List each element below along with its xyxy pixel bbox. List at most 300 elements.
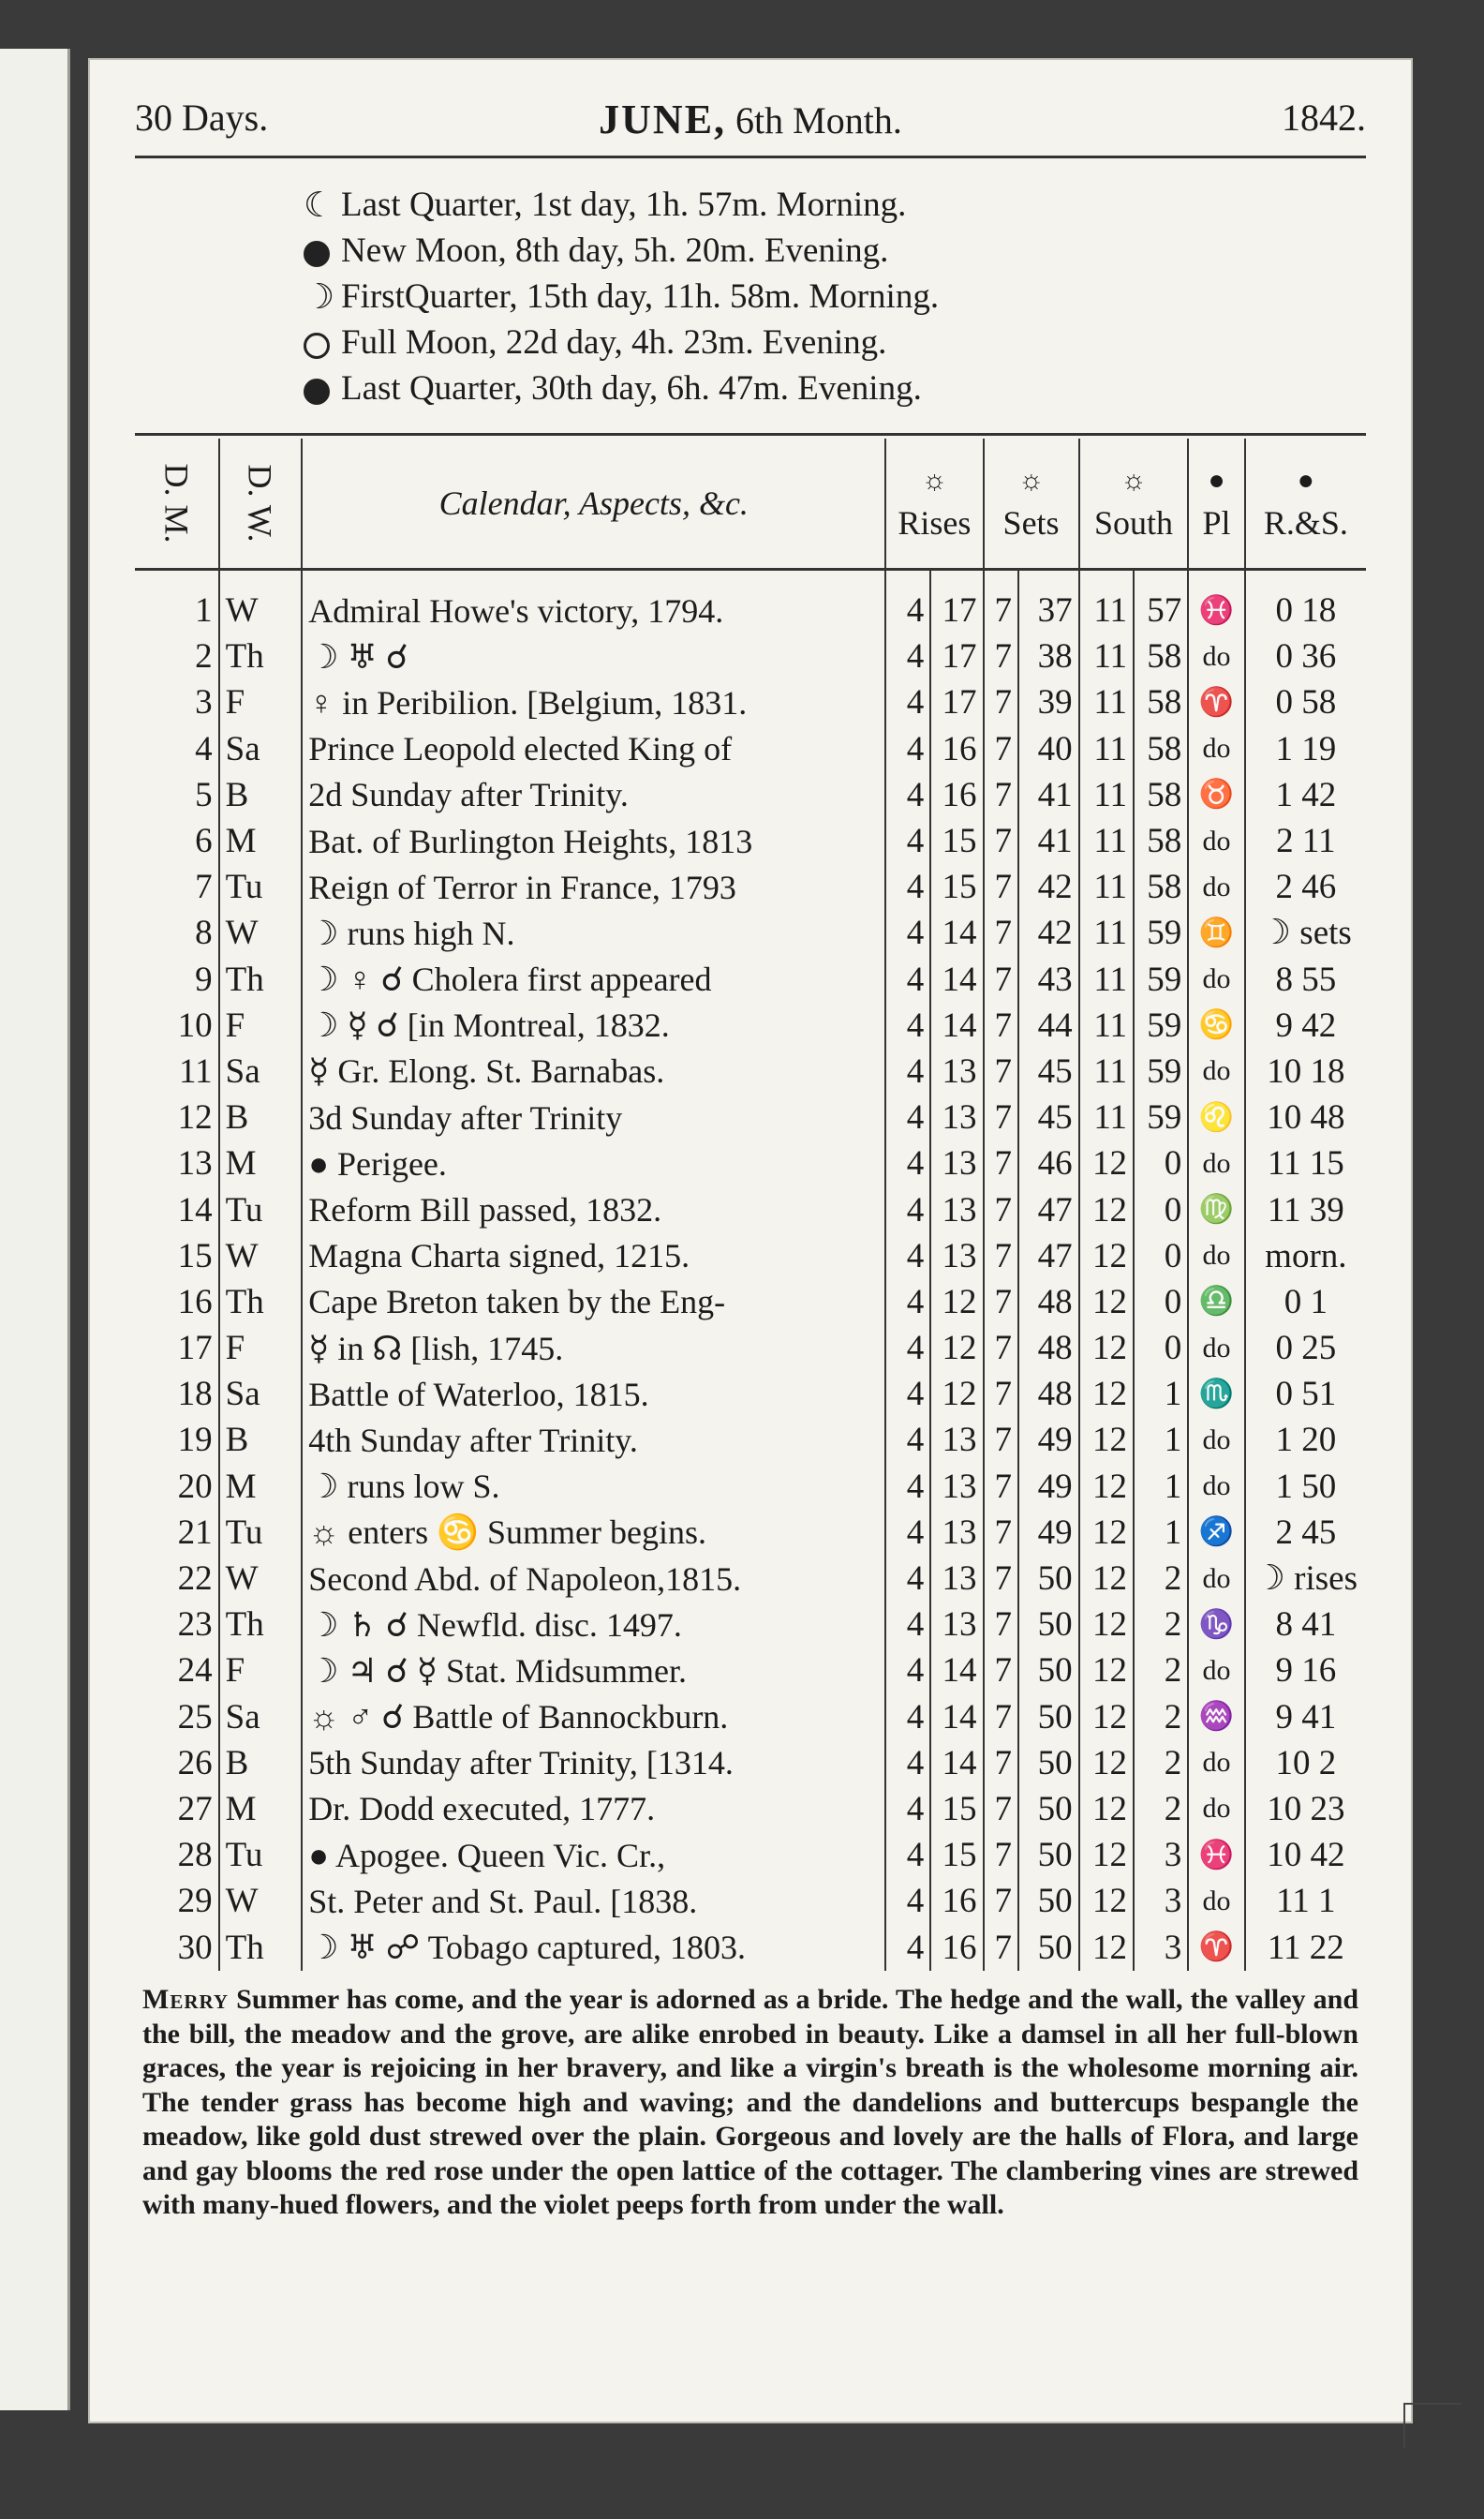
- header-rule: [135, 156, 1366, 158]
- table-row: [135, 818, 1366, 864]
- dm-cell: 21: [177, 1513, 213, 1552]
- dm-cell: 23: [177, 1605, 213, 1645]
- rises-hour-cell: 4: [885, 1095, 930, 1140]
- rises-min-cell: 16: [930, 1878, 983, 1924]
- calendar-cell: ☽ ♃ ☌ ☿ Stat. Midsummer.: [302, 1647, 885, 1693]
- south-min-cell: 3: [1134, 1878, 1188, 1924]
- calendar-cell: Prince Leopold elected King of: [302, 726, 885, 772]
- first-quarter-icon: ☽: [304, 277, 335, 317]
- calendar-table: [135, 439, 1366, 1971]
- dm-cell: 12: [177, 1098, 213, 1138]
- south-min-cell: 0: [1134, 1279, 1188, 1325]
- south-min-cell: 59: [1134, 1095, 1188, 1140]
- south-min-cell: 57: [1134, 570, 1188, 634]
- south-hour-cell: 12: [1079, 1556, 1134, 1602]
- planet-sign-cell: ♏: [1188, 1371, 1244, 1417]
- dw-cell: B: [219, 1740, 303, 1786]
- rise-set-cell: 10 18: [1245, 1049, 1366, 1095]
- sets-min-cell: 50: [1018, 1556, 1079, 1602]
- calendar-cell: ☽ ♄ ☌ Newfld. disc. 1497.: [302, 1602, 885, 1647]
- rise-set-cell: 8 55: [1245, 957, 1366, 1003]
- rises-hour-cell: 4: [885, 726, 930, 772]
- rise-set-cell: 0 51: [1245, 1371, 1366, 1417]
- dm-cell: 17: [177, 1329, 213, 1368]
- rises-min-cell: 14: [930, 1694, 983, 1740]
- rises-min-cell: 13: [930, 1464, 983, 1510]
- south-hour-cell: 11: [1079, 1049, 1134, 1095]
- table-header-row: [135, 439, 1366, 570]
- rises-min-cell: 17: [930, 570, 983, 634]
- table-row: [135, 570, 1366, 634]
- rises-min-cell: 13: [930, 1556, 983, 1602]
- rises-hour-cell: 4: [885, 1924, 930, 1970]
- moon-phase-row: ☽ FirstQuarter, 15th day, 11h. 58m. Morning.: [304, 277, 940, 317]
- almanac-page: [90, 60, 1411, 2422]
- planet-sign-cell: do: [1188, 818, 1244, 864]
- planet-sign-cell: do: [1188, 1325, 1244, 1371]
- rises-hour-cell: 4: [885, 570, 930, 634]
- dm-cell: 19: [177, 1421, 213, 1460]
- rises-hour-cell: 4: [885, 818, 930, 864]
- south-min-cell: 2: [1134, 1786, 1188, 1832]
- sets-hour-cell: 7: [984, 1556, 1019, 1602]
- moon-icon: ●: [1208, 465, 1225, 496]
- days-count: 30 Days.: [135, 97, 269, 139]
- rises-hour-cell: 4: [885, 910, 930, 956]
- sets-hour-cell: 7: [984, 1325, 1019, 1371]
- south-min-cell: 2: [1134, 1694, 1188, 1740]
- sets-min-cell: 50: [1018, 1786, 1079, 1832]
- south-hour-cell: 12: [1079, 1878, 1134, 1924]
- rises-min-cell: 17: [930, 633, 983, 679]
- sets-min-cell: 42: [1018, 910, 1079, 956]
- moon-phase-row: ☾ Last Quarter, 1st day, 1h. 57m. Morning.: [304, 186, 907, 225]
- dw-cell: Sa: [219, 726, 303, 772]
- rises-min-cell: 15: [930, 1832, 983, 1878]
- rise-set-cell: 0 25: [1245, 1325, 1366, 1371]
- south-hour-cell: 12: [1079, 1602, 1134, 1647]
- rises-hour-cell: 4: [885, 864, 930, 910]
- last-quarter-filled-icon: [304, 368, 341, 409]
- south-hour-cell: 11: [1079, 726, 1134, 772]
- rises-hour-cell: 4: [885, 679, 930, 725]
- south-hour-cell: 11: [1079, 957, 1134, 1003]
- dm-cell: 5: [195, 775, 213, 814]
- sets-hour-cell: 7: [984, 1371, 1019, 1417]
- south-min-cell: 59: [1134, 1049, 1188, 1095]
- new-moon-icon: [304, 231, 341, 271]
- dm-cell: 3: [195, 683, 213, 723]
- year: 1842.: [1282, 97, 1366, 139]
- table-row: [135, 1786, 1366, 1832]
- planet-sign-cell: ♉: [1188, 772, 1244, 818]
- south-min-cell: 3: [1134, 1832, 1188, 1878]
- rises-min-cell: 14: [930, 910, 983, 956]
- rise-set-cell: 11 22: [1245, 1924, 1366, 1970]
- rises-min-cell: 14: [930, 1647, 983, 1693]
- south-min-cell: 0: [1134, 1325, 1188, 1371]
- dm-cell: 2: [195, 637, 213, 677]
- lead-word: Merry: [142, 1984, 230, 2015]
- sets-min-cell: 41: [1018, 818, 1079, 864]
- rises-min-cell: 16: [930, 726, 983, 772]
- rise-set-cell: 10 48: [1245, 1095, 1366, 1140]
- table-row: [135, 1140, 1366, 1186]
- sets-min-cell: 49: [1018, 1510, 1079, 1556]
- dw-cell: Sa: [219, 1694, 303, 1740]
- rises-hour-cell: 4: [885, 1556, 930, 1602]
- dw-cell: W: [219, 1878, 303, 1924]
- dw-cell: W: [219, 1556, 303, 1602]
- table-row: [135, 1740, 1366, 1786]
- sets-hour-cell: 7: [984, 726, 1019, 772]
- planet-sign-cell: do: [1188, 1878, 1244, 1924]
- dw-cell: Th: [219, 633, 303, 679]
- prose-text: Summer has come, and the year is adorned as a bride. The hedge and the wall, the valley and the bill, the meadow and the grove, are alike enrobed in beauty. Like a damsel in all her full-blown graces, the year is rejoicing in her bravery, and like a virgin's breath is the wholesome morning air. The tender grass has become high and waving; and the dandelions and buttercups bespangle the meadow, like gold dust strewed over the plain. Gorgeous and lovely are the halls of Flora, and large and gay blooms the red rose under the open lattice of the cottager. The clambering vines are strewed with many-hued flowers, and the violet peeps forth from under the wall.: [142, 1984, 1358, 2220]
- rises-min-cell: 13: [930, 1233, 983, 1279]
- sets-hour-cell: 7: [984, 1049, 1019, 1095]
- dw-cell: Sa: [219, 1049, 303, 1095]
- sets-hour-cell: 7: [984, 1279, 1019, 1325]
- sets-hour-cell: 7: [984, 818, 1019, 864]
- dw-cell: F: [219, 1003, 303, 1049]
- table-row: [135, 1095, 1366, 1140]
- calendar-cell: ☽ ♅ ☍ Tobago captured, 1803.: [302, 1924, 885, 1970]
- dm-cell: 28: [177, 1836, 213, 1875]
- rise-set-cell: 0 1: [1245, 1279, 1366, 1325]
- rises-min-cell: 13: [930, 1095, 983, 1140]
- sets-min-cell: 41: [1018, 772, 1079, 818]
- rise-set-cell: morn.: [1245, 1233, 1366, 1279]
- south-min-cell: 58: [1134, 772, 1188, 818]
- sets-hour-cell: 7: [984, 1924, 1019, 1970]
- planet-sign-cell: do: [1188, 957, 1244, 1003]
- dw-cell: F: [219, 1325, 303, 1371]
- planet-sign-cell: do: [1188, 1647, 1244, 1693]
- dm-cell: 20: [177, 1467, 213, 1506]
- calendar-cell: 4th Sunday after Trinity.: [302, 1417, 885, 1463]
- rises-min-cell: 12: [930, 1371, 983, 1417]
- dw-cell: Th: [219, 1924, 303, 1970]
- sets-hour-cell: 7: [984, 1003, 1019, 1049]
- sets-min-cell: 39: [1018, 679, 1079, 725]
- rise-set-cell: 11 1: [1245, 1878, 1366, 1924]
- table-row: [135, 1003, 1366, 1049]
- sets-min-cell: 40: [1018, 726, 1079, 772]
- sets-hour-cell: 7: [984, 1647, 1019, 1693]
- rises-hour-cell: 4: [885, 633, 930, 679]
- south-hour-cell: 12: [1079, 1464, 1134, 1510]
- south-min-cell: 2: [1134, 1556, 1188, 1602]
- dm-cell: 25: [177, 1697, 213, 1736]
- dm-cell: 30: [177, 1928, 213, 1967]
- south-min-cell: 1: [1134, 1510, 1188, 1556]
- south-hour-cell: 12: [1079, 1186, 1134, 1232]
- table-row: [135, 1325, 1366, 1371]
- south-hour-cell: 12: [1079, 1740, 1134, 1786]
- planet-sign-cell: ♈: [1188, 1924, 1244, 1970]
- dw-cell: M: [219, 1786, 303, 1832]
- rises-min-cell: 14: [930, 1003, 983, 1049]
- planet-sign-cell: ♒: [1188, 1694, 1244, 1740]
- table-row: [135, 1186, 1366, 1232]
- rise-set-cell: 2 46: [1245, 864, 1366, 910]
- dw-cell: F: [219, 679, 303, 725]
- south-min-cell: 58: [1134, 679, 1188, 725]
- calendar-cell: ♀ in Peribilion. [Belgium, 1831.: [302, 679, 885, 725]
- table-row: [135, 910, 1366, 956]
- rises-hour-cell: 4: [885, 1464, 930, 1510]
- dm-cell: 27: [177, 1789, 213, 1828]
- rise-set-cell: 9 41: [1245, 1694, 1366, 1740]
- south-hour-cell: 11: [1079, 633, 1134, 679]
- dw-cell: Th: [219, 1279, 303, 1325]
- calendar-cell: Magna Charta signed, 1215.: [302, 1233, 885, 1279]
- planet-sign-cell: do: [1188, 1417, 1244, 1463]
- rises-hour-cell: 4: [885, 1832, 930, 1878]
- sets-min-cell: 47: [1018, 1233, 1079, 1279]
- dm-cell: 8: [195, 914, 213, 953]
- dw-cell: Tu: [219, 1832, 303, 1878]
- sets-min-cell: 45: [1018, 1095, 1079, 1140]
- sets-min-cell: 37: [1018, 570, 1079, 634]
- rise-set-cell: 9 16: [1245, 1647, 1366, 1693]
- sets-hour-cell: 7: [984, 1095, 1019, 1140]
- table-row: [135, 1647, 1366, 1693]
- sets-hour-cell: 7: [984, 957, 1019, 1003]
- rises-min-cell: 13: [930, 1049, 983, 1095]
- calendar-cell: Reign of Terror in France, 1793: [302, 864, 885, 910]
- sets-hour-cell: 7: [984, 1602, 1019, 1647]
- south-hour-cell: 11: [1079, 570, 1134, 634]
- dw-cell: Tu: [219, 1510, 303, 1556]
- rises-hour-cell: 4: [885, 1740, 930, 1786]
- dw-cell: M: [219, 1464, 303, 1510]
- col-rs: ● R.&S.: [1245, 439, 1366, 570]
- south-min-cell: 0: [1134, 1140, 1188, 1186]
- planet-sign-cell: ♌: [1188, 1095, 1244, 1140]
- south-hour-cell: 12: [1079, 1510, 1134, 1556]
- calendar-cell: ☽ ☿ ☌ [in Montreal, 1832.: [302, 1003, 885, 1049]
- dm-cell: 7: [195, 868, 213, 907]
- south-hour-cell: 12: [1079, 1371, 1134, 1417]
- planet-sign-cell: do: [1188, 1049, 1244, 1095]
- rise-set-cell: 1 42: [1245, 772, 1366, 818]
- rises-hour-cell: 4: [885, 1003, 930, 1049]
- sets-min-cell: 48: [1018, 1371, 1079, 1417]
- rises-min-cell: 14: [930, 1740, 983, 1786]
- rises-hour-cell: 4: [885, 957, 930, 1003]
- dw-cell: M: [219, 818, 303, 864]
- dw-cell: Tu: [219, 1186, 303, 1232]
- rises-min-cell: 13: [930, 1510, 983, 1556]
- south-min-cell: 1: [1134, 1464, 1188, 1510]
- south-min-cell: 59: [1134, 910, 1188, 956]
- moon-phase-row: Last Quarter, 30th day, 6h. 47m. Evening.: [304, 365, 939, 411]
- sets-hour-cell: 7: [984, 1878, 1019, 1924]
- table-row: [135, 1371, 1366, 1417]
- rises-hour-cell: 4: [885, 1279, 930, 1325]
- south-hour-cell: 12: [1079, 1647, 1134, 1693]
- south-hour-cell: 12: [1079, 1832, 1134, 1878]
- table-row: [135, 1417, 1366, 1463]
- south-min-cell: 3: [1134, 1924, 1188, 1970]
- planet-sign-cell: do: [1188, 1464, 1244, 1510]
- sets-min-cell: 48: [1018, 1325, 1079, 1371]
- south-min-cell: 2: [1134, 1602, 1188, 1647]
- south-hour-cell: 12: [1079, 1279, 1134, 1325]
- planet-sign-cell: ♊: [1188, 910, 1244, 956]
- table-row: [135, 1602, 1366, 1647]
- rise-set-cell: 11 15: [1245, 1140, 1366, 1186]
- calendar-cell: Cape Breton taken by the Eng-: [302, 1279, 885, 1325]
- sets-hour-cell: 7: [984, 679, 1019, 725]
- table-row: [135, 1464, 1366, 1510]
- sets-min-cell: 48: [1018, 1279, 1079, 1325]
- table-row: [135, 1233, 1366, 1279]
- planet-sign-cell: ♓: [1188, 1832, 1244, 1878]
- calendar-cell: ☽ runs low S.: [302, 1464, 885, 1510]
- calendar-cell: Dr. Dodd executed, 1777.: [302, 1786, 885, 1832]
- sets-min-cell: 50: [1018, 1647, 1079, 1693]
- col-dw: D. W.: [219, 439, 303, 570]
- table-row: [135, 1694, 1366, 1740]
- south-min-cell: 59: [1134, 1003, 1188, 1049]
- planet-sign-cell: ♑: [1188, 1602, 1244, 1647]
- sets-min-cell: 46: [1018, 1140, 1079, 1186]
- moon-phase-row: Full Moon, 22d day, 4h. 23m. Evening.: [304, 320, 939, 365]
- table-row: [135, 633, 1366, 679]
- south-hour-cell: 11: [1079, 1095, 1134, 1140]
- table-row: [135, 679, 1366, 725]
- col-pl: ● Pl: [1188, 439, 1244, 570]
- rises-hour-cell: 4: [885, 1325, 930, 1371]
- sets-hour-cell: 7: [984, 1832, 1019, 1878]
- planet-sign-cell: do: [1188, 1140, 1244, 1186]
- dm-cell: 6: [195, 822, 213, 861]
- rises-hour-cell: 4: [885, 1510, 930, 1556]
- sets-min-cell: 47: [1018, 1186, 1079, 1232]
- calendar-cell: ☽ runs high N.: [302, 910, 885, 956]
- dm-cell: 16: [177, 1282, 213, 1321]
- planet-sign-cell: do: [1188, 1740, 1244, 1786]
- sets-hour-cell: 7: [984, 1417, 1019, 1463]
- col-dm: D. M.: [135, 439, 219, 570]
- dm-cell: 26: [177, 1743, 213, 1782]
- dw-cell: B: [219, 1417, 303, 1463]
- rises-hour-cell: 4: [885, 1049, 930, 1095]
- south-min-cell: 1: [1134, 1371, 1188, 1417]
- sets-hour-cell: 7: [984, 570, 1019, 634]
- sets-hour-cell: 7: [984, 772, 1019, 818]
- sets-min-cell: 42: [1018, 864, 1079, 910]
- rises-hour-cell: 4: [885, 1647, 930, 1693]
- dm-cell: 14: [177, 1190, 213, 1230]
- sun-icon: ☼: [1017, 465, 1045, 496]
- dm-cell: 15: [177, 1236, 213, 1275]
- calendar-cell: St. Peter and St. Paul. [1838.: [302, 1878, 885, 1924]
- rise-set-cell: 11 39: [1245, 1186, 1366, 1232]
- planet-sign-cell: ♈: [1188, 679, 1244, 725]
- south-min-cell: 2: [1134, 1740, 1188, 1786]
- month-title: JUNE, 6th Month.: [599, 97, 902, 142]
- rises-min-cell: 15: [930, 1786, 983, 1832]
- table-row: [135, 726, 1366, 772]
- sets-hour-cell: 7: [984, 1464, 1019, 1510]
- rise-set-cell: 0 36: [1245, 633, 1366, 679]
- sets-hour-cell: 7: [984, 633, 1019, 679]
- calendar-cell: ☿ Gr. Elong. St. Barnabas.: [302, 1049, 885, 1095]
- dw-cell: W: [219, 570, 303, 634]
- rises-min-cell: 13: [930, 1186, 983, 1232]
- rises-hour-cell: 4: [885, 1694, 930, 1740]
- rise-set-cell: 10 2: [1245, 1740, 1366, 1786]
- sets-min-cell: 44: [1018, 1003, 1079, 1049]
- planet-sign-cell: do: [1188, 726, 1244, 772]
- table-row: [135, 1832, 1366, 1878]
- sets-min-cell: 50: [1018, 1740, 1079, 1786]
- dw-cell: Sa: [219, 1371, 303, 1417]
- sets-min-cell: 49: [1018, 1417, 1079, 1463]
- dm-cell: 1: [195, 591, 213, 631]
- south-min-cell: 0: [1134, 1186, 1188, 1232]
- rises-min-cell: 15: [930, 864, 983, 910]
- sets-hour-cell: 7: [984, 1140, 1019, 1186]
- rises-min-cell: 13: [930, 1417, 983, 1463]
- south-hour-cell: 12: [1079, 1140, 1134, 1186]
- sets-min-cell: 43: [1018, 957, 1079, 1003]
- planet-sign-cell: do: [1188, 633, 1244, 679]
- rises-min-cell: 13: [930, 1602, 983, 1647]
- planet-sign-cell: ♍: [1188, 1186, 1244, 1232]
- sets-hour-cell: 7: [984, 864, 1019, 910]
- table-top-rule: [135, 433, 1366, 436]
- rise-set-cell: 8 41: [1245, 1602, 1366, 1647]
- col-calendar: Calendar, Aspects, &c.: [302, 439, 885, 570]
- rise-set-cell: 1 19: [1245, 726, 1366, 772]
- planet-sign-cell: ♓: [1188, 570, 1244, 634]
- calendar-cell: ☼ enters ♋ Summer begins.: [302, 1510, 885, 1556]
- rises-hour-cell: 4: [885, 1417, 930, 1463]
- table-row: [135, 1556, 1366, 1602]
- table-row: [135, 957, 1366, 1003]
- table-row: [135, 1049, 1366, 1095]
- moon-phases: [304, 182, 939, 411]
- south-hour-cell: 11: [1079, 864, 1134, 910]
- calendar-cell: ☽ ♀ ☌ Cholera first appeared: [302, 957, 885, 1003]
- south-hour-cell: 12: [1079, 1233, 1134, 1279]
- south-hour-cell: 11: [1079, 910, 1134, 956]
- last-quarter-icon: ☾: [304, 186, 335, 225]
- rises-hour-cell: 4: [885, 1602, 930, 1647]
- rise-set-cell: 1 50: [1245, 1464, 1366, 1510]
- south-hour-cell: 12: [1079, 1786, 1134, 1832]
- dw-cell: W: [219, 1233, 303, 1279]
- dm-cell: 18: [177, 1375, 213, 1414]
- sets-min-cell: 50: [1018, 1602, 1079, 1647]
- sun-icon: ☼: [1120, 465, 1147, 496]
- sets-min-cell: 50: [1018, 1694, 1079, 1740]
- planet-sign-cell: do: [1188, 1233, 1244, 1279]
- calendar-cell: Bat. of Burlington Heights, 1813: [302, 818, 885, 864]
- col-sets: ☼ Sets: [984, 439, 1079, 570]
- rises-min-cell: 13: [930, 1140, 983, 1186]
- planet-sign-cell: do: [1188, 864, 1244, 910]
- dm-cell: 4: [195, 729, 213, 768]
- sun-icon: ☼: [921, 465, 948, 496]
- rises-hour-cell: 4: [885, 1233, 930, 1279]
- south-hour-cell: 11: [1079, 818, 1134, 864]
